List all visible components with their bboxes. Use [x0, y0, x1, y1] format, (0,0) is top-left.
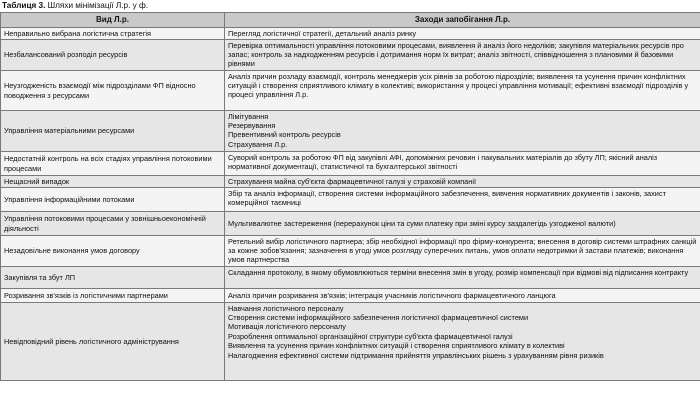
measure-item: Збір та аналіз інформації, створення системи інформаційного забезпечення, вивчення нормативних документів і законів, захист комерційної таємниці: [228, 188, 666, 207]
table-row: [1, 267, 700, 289]
measure-item: Перевірка оптимальності управління потоковими процесами, виявлення й аналіз його недоліків; закупівля матеріальних ресурсів про запас; контроль за надходженням ресурсів і дотримання норм їх витрат; аналіз звітності, співвідношення з плановими й базовими рівнями: [228, 40, 684, 69]
table-row: [1, 188, 700, 212]
prevention-measures-cell: [225, 267, 700, 289]
risk-type-cell: Розривання зв'язків із логістичними партнерами: [1, 289, 225, 303]
measure-item: Перегляд логістичної стратегії, детальний аналіз ринку: [228, 29, 417, 39]
measure-item: Страхування майна суб'єкта фармацевтичної галузі у страховій компанії: [228, 177, 476, 187]
table-row: [1, 40, 700, 71]
table-row: [1, 236, 700, 267]
table-caption: [0, 0, 700, 12]
measure-item: Лімітування: [228, 111, 269, 121]
risk-type-cell: Невідповідний рівень логістичного адміністрування: [1, 303, 225, 381]
prevention-measures-cell: [225, 111, 700, 152]
risk-type-cell: Незбалансований розподіл ресурсів: [1, 40, 225, 71]
table-caption-label: Таблиця 3.: [2, 1, 46, 10]
risk-type-cell: Управління матеріальними ресурсами: [1, 111, 225, 152]
prevention-measures-cell: [225, 28, 700, 40]
header-prevention-measures: Заходи запобігання Л.р.: [225, 13, 700, 28]
prevention-measures-cell: [225, 152, 700, 176]
measure-item: Аналіз причин розривання зв'язків; інтеграція учасників логістичного фармацевтичного ланцюга: [228, 291, 556, 301]
prevention-measures-cell: [225, 188, 700, 212]
prevention-measures-cell: [225, 236, 700, 267]
table-header-row: [1, 13, 700, 28]
risk-type-cell: Управління потоковими процесами у зовнішньоекономічній діяльності: [1, 212, 225, 236]
measure-item: Налагодження ефективної системи підтримання прийняття управлінських рішень з урахуванням рівня ризиків: [228, 350, 604, 360]
measure-item: Складання протоколу, в якому обумовлюються терміни внесення змін в угоду, розмір компенсації при відмові від підписання контракту: [228, 267, 689, 277]
prevention-measures-cell: [225, 71, 700, 111]
table-row: [1, 28, 700, 40]
table-row: [1, 176, 700, 188]
measure-item: Мультивалютне застереження (перерахунок ціни та суми платежу при зміні курсу заздалегідь узгодженої валюти): [228, 219, 616, 229]
risk-type-cell: Неправильно вибрана логістична стратегія: [1, 28, 225, 40]
table-row: [1, 212, 700, 236]
prevention-measures-cell: [225, 289, 700, 303]
risk-type-cell: Нещасний випадок: [1, 176, 225, 188]
risk-type-cell: Неузгодженість взаємодії між підрозділами ФП відносно поводження з ресурсами: [1, 71, 225, 111]
prevention-measures-cell: [225, 40, 700, 71]
header-risk-type: Вид Л.р.: [1, 13, 225, 28]
risk-type-cell: Недостатній контроль на всіх стадіях управління потоковими процесами: [1, 152, 225, 176]
risk-type-cell: Незадовільне виконання умов договору: [1, 236, 225, 267]
measure-item: Виявлення та усунення причин конфліктних ситуацій і створення сприятливого клімату в колективі: [228, 341, 565, 351]
measure-item: Превентивний контроль ресурсів: [228, 130, 341, 140]
measure-item: Розроблення оптимальної організаційної структури суб'єкта фармацевтичної галузі: [228, 331, 513, 341]
measure-item: Суворий контроль за роботою ФП від закупівлі АФІ, допоміжних речовин і пакувальних матеріалів до збуту ЛП; якісний аналіз нормативної документації, статистичної та бухгалтерської звітності: [228, 152, 658, 171]
measure-item: Страхування Л.р.: [228, 139, 288, 149]
table-row: [1, 289, 700, 303]
risk-mitigation-table: [0, 12, 700, 381]
measure-item: Резервування: [228, 120, 276, 130]
prevention-measures-cell: [225, 303, 700, 381]
measure-item: Навчання логістичного персоналу: [228, 303, 344, 313]
measure-item: Створення системи інформаційного забезпечення логістичної фармацевтичної системи: [228, 312, 529, 322]
table-row: [1, 152, 700, 176]
prevention-measures-cell: [225, 176, 700, 188]
risk-type-cell: Управління інформаційними потоками: [1, 188, 225, 212]
table-row: [1, 303, 700, 381]
measure-item: Мотивація логістичного персоналу: [228, 322, 346, 332]
table-row: [1, 71, 700, 111]
measure-item: Ретельний вибір логістичного партнера; збір необхідної інформації про фірму-конкурента; внесення в договір системи штрафних санкцій за кожне зобов'язання; зазначення в угоді умов розгляду суперечних питань, умов оплати недотримки й застави платежів; виконання умов партнерства: [228, 236, 697, 265]
measure-item: Аналіз причин розладу взаємодії, контроль менеджерів усіх рівнів за роботою підрозділів; виявлення та усунення причин конфліктних ситуацій і створення сприятливого клімату в колективі; використання у процесі управління мотивації; ефективні взаємодії підрозділів у процесі управління Л.р.: [228, 71, 689, 100]
prevention-measures-cell: [225, 212, 700, 236]
table-row: [1, 111, 700, 152]
risk-type-cell: Закупівля та збут ЛП: [1, 267, 225, 289]
table-caption-text: Шляхи мінімізації Л.р. у ф.: [45, 1, 149, 10]
